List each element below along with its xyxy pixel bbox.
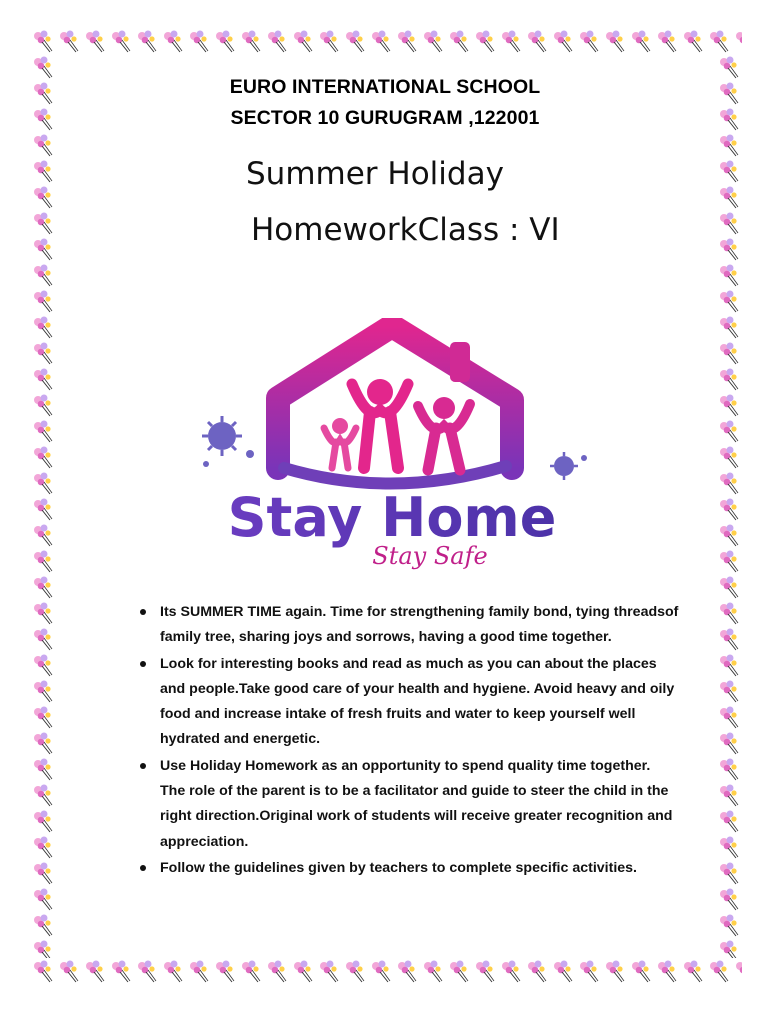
list-item (134, 856, 679, 881)
school-address (0, 107, 770, 130)
bullet-icon (140, 865, 146, 871)
balloon-border-bottom-art (30, 958, 742, 984)
bullet-icon (140, 609, 146, 615)
instructions-list (134, 600, 679, 882)
stay-home-logo-art (192, 318, 594, 570)
virus-icon-right (550, 452, 587, 480)
balloon-border-left-art (30, 54, 56, 958)
bullet-icon (140, 661, 146, 667)
virus-icon-left (202, 416, 254, 467)
list-item-text: Its SUMMER TIME again. Time for strengthening family bond, tying threadsof family tree, sharing joys and sorrows, having a good time together. (160, 604, 679, 646)
list-item-text: Use Holiday Homework as an opportunity to spend quality time together. The role of the parent is to be a facilitator and guide to steer the child in the right direction.Original work of students will receive greater recognition and appreciation. (160, 757, 673, 850)
balloon-border-right-art (716, 54, 742, 958)
balloon-border-right (716, 54, 742, 958)
school-address-text: SECTOR 10 GURUGRAM ,122001 (230, 107, 540, 129)
bullet-icon (140, 763, 146, 769)
balloon-border-left (30, 54, 56, 958)
list-item (134, 652, 679, 753)
logo-main-text: Stay Home (227, 486, 557, 549)
list-item (134, 754, 679, 855)
list-item (134, 600, 679, 651)
page-title-line-1: Summer Holiday (246, 156, 504, 192)
school-name-text: EURO INTERNATIONAL SCHOOL (229, 76, 541, 98)
school-name (0, 76, 770, 99)
balloon-border-bottom (30, 958, 742, 984)
balloon-border-top (30, 28, 742, 54)
family-icon (324, 379, 470, 470)
logo-sub-text: Stay Safe (372, 542, 488, 570)
page-title-line-2: HomeworkClass : VI (251, 212, 560, 248)
balloon-border-top-art (30, 28, 742, 54)
list-item-text: Look for interesting books and read as much as you can about the places and people.Take good care of your health and hygiene. Avoid heavy and oily food and increase intake of fresh fruits and water to keep yourself well hydrated and energetic. (160, 655, 675, 748)
list-item-text: Follow the guidelines given by teachers to complete specific activities. (160, 859, 637, 876)
stay-home-logo (192, 318, 594, 570)
